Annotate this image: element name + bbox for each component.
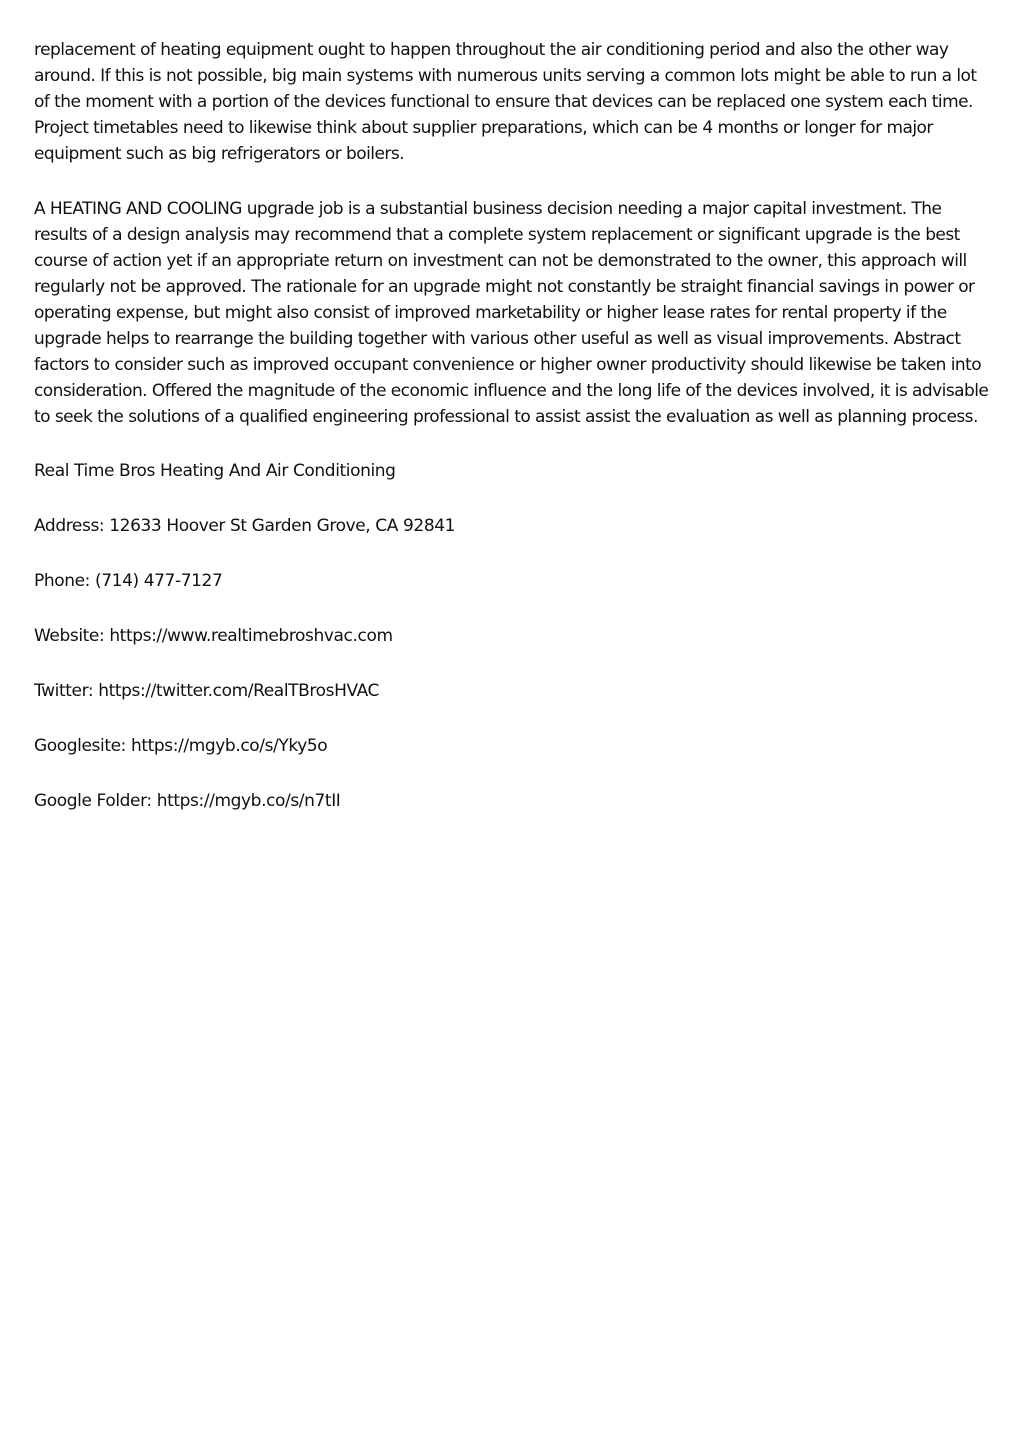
address-line	[34, 513, 994, 539]
body-paragraph-1: replacement of heating equipment ought to happen throughout the air conditioning period and also the other way around. If this is not possible, big main systems with numerous units serving a common lots might be able to run a lot of the moment with a portion of the devices functional to ensure that devices can be replaced one system each time. Project timetables need to likewise think about supplier preparations, which can be 4 months or longer for major equipment such as big refrigerators or boilers.	[34, 40, 977, 164]
twitter-label: Twitter:	[34, 681, 99, 701]
twitter-value: https://twitter.com/RealTBrosHVAC	[98, 681, 379, 701]
business-name: Real Time Bros Heating And Air Conditioning	[34, 461, 396, 481]
google-folder-line	[34, 788, 994, 814]
phone-label: Phone:	[34, 571, 95, 591]
website-value: https://www.realtimebroshvac.com	[109, 626, 393, 646]
document-page	[34, 37, 994, 843]
address-label: Address:	[34, 516, 110, 536]
body-paragraph-2: A HEATING AND COOLING upgrade job is a substantial business decision needing a major capital investment. The results of a design analysis may recommend that a complete system replacement or significant upgrade is the best course of action yet if an appropriate return on investment can not be demonstrated to the owner, this approach will regularly not be approved. The rationale for an upgrade might not constantly be straight financial savings in power or operating expense, but might also consist of improved marketability or higher lease rates for rental property if the upgrade helps to rearrange the building together with various other useful as well as visual improvements. Abstract factors to consider such as improved occupant convenience or higher owner productivity should likewise be taken into consideration. Offered the magnitude of the economic influence and the long life of the devices involved, it is advisable to seek the solutions of a qualified engineering professional to assist assist the evaluation as well as planning process.	[34, 198, 989, 427]
googlesite-line	[34, 733, 994, 759]
twitter-line	[34, 678, 994, 704]
website-line	[34, 623, 994, 649]
website-label: Website:	[34, 626, 110, 646]
address-value: 12633 Hoover St Garden Grove, CA 92841	[109, 516, 456, 536]
google-folder-value: https://mgyb.co/s/n7tII	[156, 791, 341, 811]
google-folder-label: Google Folder:	[34, 791, 157, 811]
googlesite-value: https://mgyb.co/s/Yky5o	[130, 736, 328, 756]
phone-value: (714) 477-7127	[95, 571, 223, 591]
phone-line	[34, 568, 994, 594]
googlesite-label: Googlesite:	[34, 736, 131, 756]
